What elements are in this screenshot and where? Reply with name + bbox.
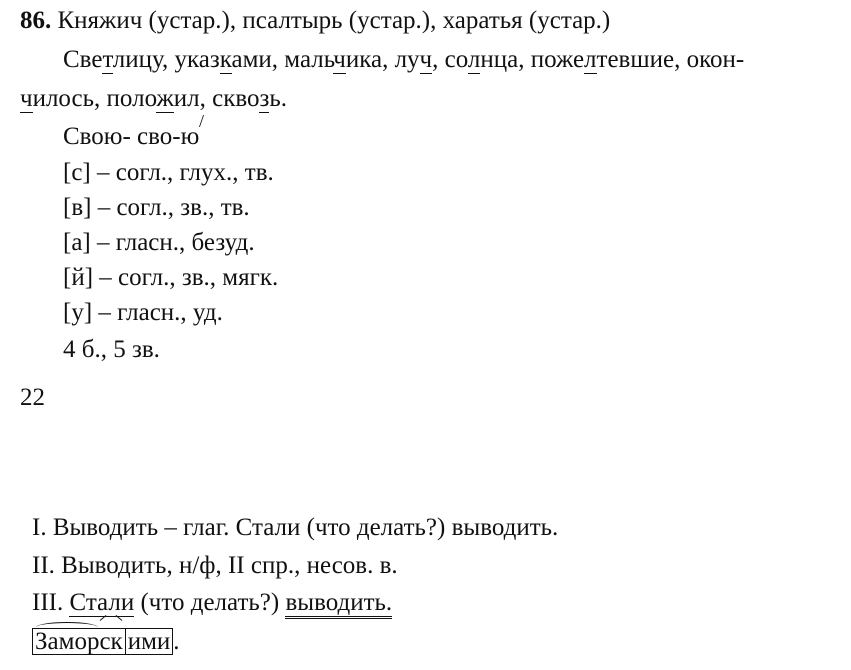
summary-text: 4 б., 5 зв.	[63, 336, 160, 363]
text-fragment: ами, маль	[231, 46, 334, 73]
phonetic-word: Свою- сво-ю	[63, 123, 200, 150]
question-text: (что делать?)	[134, 589, 286, 616]
phonetic-row-text: [а] – гласн., безуд.	[63, 229, 255, 256]
phonetic-row-4	[63, 265, 278, 290]
text-fragment: ика, лу	[345, 46, 420, 73]
underlined-letter: т	[102, 46, 113, 73]
analysis-line-2	[32, 553, 398, 578]
text-fragment: нца, поже	[480, 46, 585, 73]
text-fragment: лицу, указ	[112, 46, 220, 73]
word-stem-box	[32, 628, 126, 655]
underlined-letter: л	[584, 46, 597, 73]
exercise-line-1	[20, 8, 610, 33]
root-segment: Замор	[35, 628, 100, 655]
analysis-line-3	[32, 590, 392, 615]
phonetic-row-text: [с] – согл., глух., тв.	[63, 159, 274, 186]
phonetic-summary	[63, 337, 160, 362]
phonetic-row-1	[63, 160, 274, 185]
analysis-line-1	[32, 515, 558, 540]
text-fragment: ил, скво	[173, 85, 260, 112]
exercise-line-2	[63, 47, 744, 72]
subject-word: Стали	[69, 589, 135, 616]
stress-mark: /	[199, 111, 205, 131]
text-fragment: тевшие, окон-	[596, 46, 745, 73]
phonetic-row-2	[63, 195, 250, 220]
page-number-text: 22	[20, 384, 45, 411]
phonetic-row-text: [й] – согл., зв., мягк.	[63, 264, 279, 291]
phonetic-row-5	[63, 300, 223, 325]
analysis-text: I. Выводить – глаг. Стали (что делать?) выводить.	[32, 514, 559, 541]
morphemic-analysis-line	[32, 628, 180, 655]
underlined-letter: ж	[156, 85, 174, 112]
roman-numeral: III.	[32, 589, 70, 616]
underlined-letter: ч	[20, 85, 33, 112]
underlined-letter: з	[259, 85, 270, 112]
exercise-number: 86.	[20, 7, 52, 34]
phonetic-word-line	[63, 124, 199, 149]
underlined-letter: ч	[419, 46, 433, 73]
text-fragment: , со	[432, 46, 468, 73]
text-fragment: Све	[63, 46, 103, 73]
text-fragment: ь.	[269, 85, 288, 112]
exercise-line-1-text: Княжич (устар.), псалтырь (устар.), харатья (устар.)	[51, 7, 611, 34]
phonetic-row-text: [в] – согл., зв., тв.	[63, 194, 250, 221]
exercise-line-3	[20, 86, 287, 111]
underlined-letter: к	[219, 46, 232, 73]
predicate-word: выводить.	[285, 589, 392, 619]
page-number	[20, 385, 45, 410]
suffix-segment: ск	[99, 628, 123, 655]
underlined-letter: ч	[333, 46, 346, 73]
phonetic-row-text: [у] – гласн., уд.	[63, 299, 223, 326]
underlined-letter: л	[467, 46, 481, 73]
ending-box: ими	[125, 628, 174, 655]
phonetic-row-3	[63, 230, 255, 255]
analysis-text: II. Выводить, н/ф, II спр., несов. в.	[32, 552, 398, 579]
period: .	[173, 628, 180, 655]
text-fragment: илось, поло	[32, 85, 157, 112]
